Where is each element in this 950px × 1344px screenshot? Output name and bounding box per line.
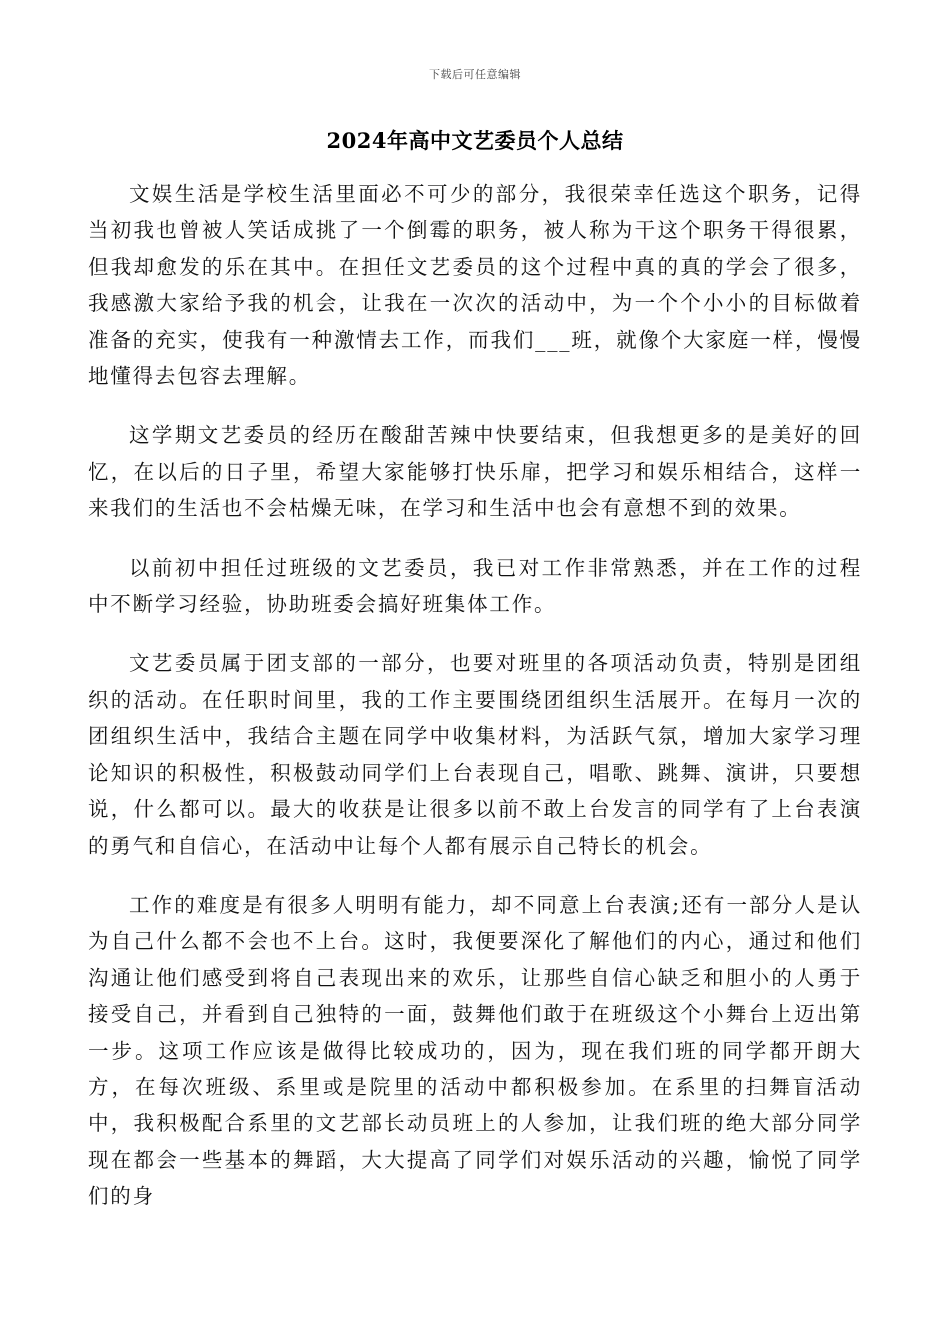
paragraph-3: 以前初中担任过班级的文艺委员，我已对工作非常熟悉，并在工作的过程中不断学习经验，协助班委会搞好班集体工作。 bbox=[88, 555, 862, 617]
paragraph-1: 文娱生活是学校生活里面必不可少的部分，我很荣幸任选这个职务，记得当初我也曾被人笑话成挑了一个倒霉的职务，被人称为干这个职务干得很累，但我却愈发的乐在其中。在担任文艺委员的这个过程中真的真的学会了很多，我感激大家给予我的机会，让我在一次次的活动中，为一个个小小的目标做着准备的充实，使我有一种激情去工作，而我们___班，就像个大家庭一样，慢慢地懂得去包容去理解。 bbox=[88, 182, 862, 389]
paragraph-2: 这学期文艺委员的经历在酸甜苦辣中快要结束，但我想更多的是美好的回忆，在以后的日子里，希望大家能够打快乐扉，把学习和娱乐相结合，这样一来我们的生活也不会枯燥无味，在学习和生活中也会有意想不到的效果。 bbox=[88, 423, 862, 521]
document-title: 2024年高中文艺委员个人总结 bbox=[326, 128, 624, 153]
paragraph-4: 文艺委员属于团支部的一部分，也要对班里的各项活动负责，特别是团组织的活动。在任职时间里，我的工作主要围绕团组织生活展开。在每月一次的团组织生活中，我结合主题在同学中收集材料，为活跃气氛，增加大家学习理论知识的积极性，积极鼓动同学们上台表现自己，唱歌、跳舞、演讲，只要想说，什么都可以。最大的收获是让很多以前不敢上台发言的同学有了上台表演的勇气和自信心，在活动中让每个人都有展示自己特长的机会。 bbox=[88, 651, 862, 858]
document-body bbox=[88, 176, 862, 1238]
header-note: 下载后可任意编辑 bbox=[429, 68, 521, 81]
paragraph-5: 工作的难度是有很多人明明有能力，却不同意上台表演;还有一部分人是认为自己什么都不会也不上台。这时，我便要深化了解他们的内心，通过和他们沟通让他们感受到将自己表现出来的欢乐，让那些自信心缺乏和胆小的人勇于接受自己，并看到自己独特的一面，鼓舞他们敢于在班级这个小舞台上迈出第一步。这项工作应该是做得比较成功的，因为，现在我们班的同学都开朗大方，在每次班级、系里或是院里的活动中都积极参加。在系里的扫舞盲活动中，我积极配合系里的文艺部长动员班上的人参加，让我们班的绝大部分同学现在都会一些基本的舞蹈，大大提高了同学们对娱乐活动的兴趣，愉悦了同学们的身 bbox=[88, 892, 862, 1209]
